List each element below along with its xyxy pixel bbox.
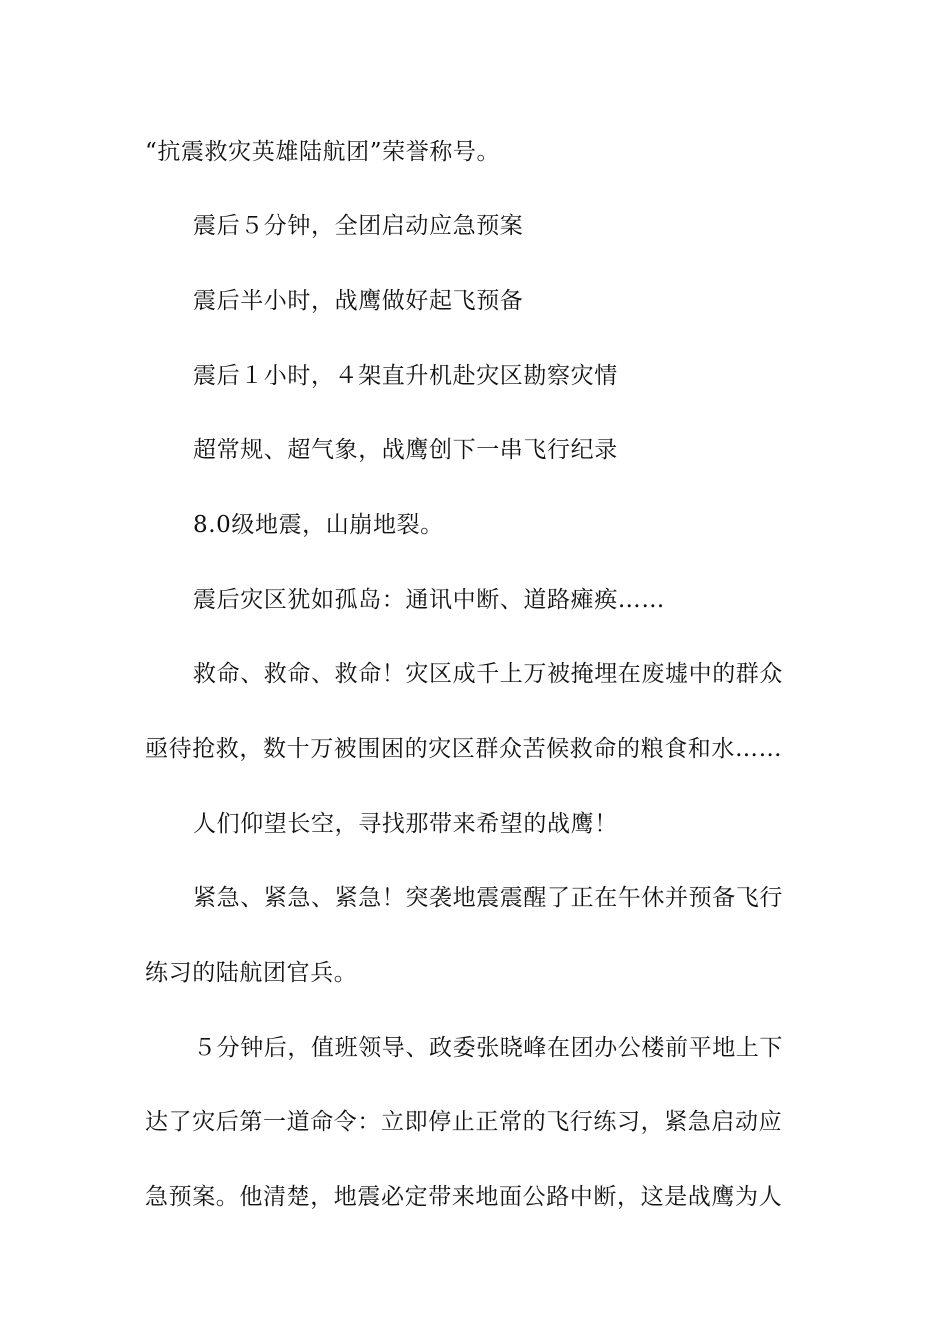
text-line: 震后灾区犹如孤岛：通讯中断、道路瘫痪…… — [193, 587, 665, 613]
text-line: ５分钟后，值班领导、政委张晓峰在团办公楼前平地上下 — [193, 1035, 783, 1061]
text-line: 震后５分钟，全团启动应急预案 — [193, 213, 524, 239]
text-line: 震后１小时，４架直升机赴灾区勘察灾情 — [193, 363, 618, 389]
text-line: 紧急、紧急、紧急！突袭地震震醒了正在午休并预备飞行 — [193, 885, 783, 911]
text-line: 震后半小时，战鹰做好起飞预备 — [193, 288, 524, 314]
text-line: “抗震救灾英雄陆航团”荣誉称号。 — [145, 139, 501, 165]
text-line: 超常规、超气象，战鹰创下一串飞行纪录 — [193, 437, 618, 463]
text-line: 8.0级地震，山崩地裂。 — [193, 512, 444, 538]
text-line: 亟待抢救，数十万被围困的灾区群众苦候救命的粮食和水…… — [145, 736, 783, 762]
text-line: 救命、救命、救命！灾区成千上万被掩埋在废墟中的群众 — [193, 661, 783, 687]
text-line: 人们仰望长空，寻找那带来希望的战鹰！ — [193, 811, 618, 837]
text-line: 练习的陆航团官兵。 — [145, 960, 358, 986]
text-line: 达了灾后第一道命令：立即停止正常的飞行练习，紧急启动应 — [145, 1109, 783, 1135]
text-line: 急预案。他清楚，地震必定带来地面公路中断，这是战鹰为人 — [145, 1184, 783, 1210]
